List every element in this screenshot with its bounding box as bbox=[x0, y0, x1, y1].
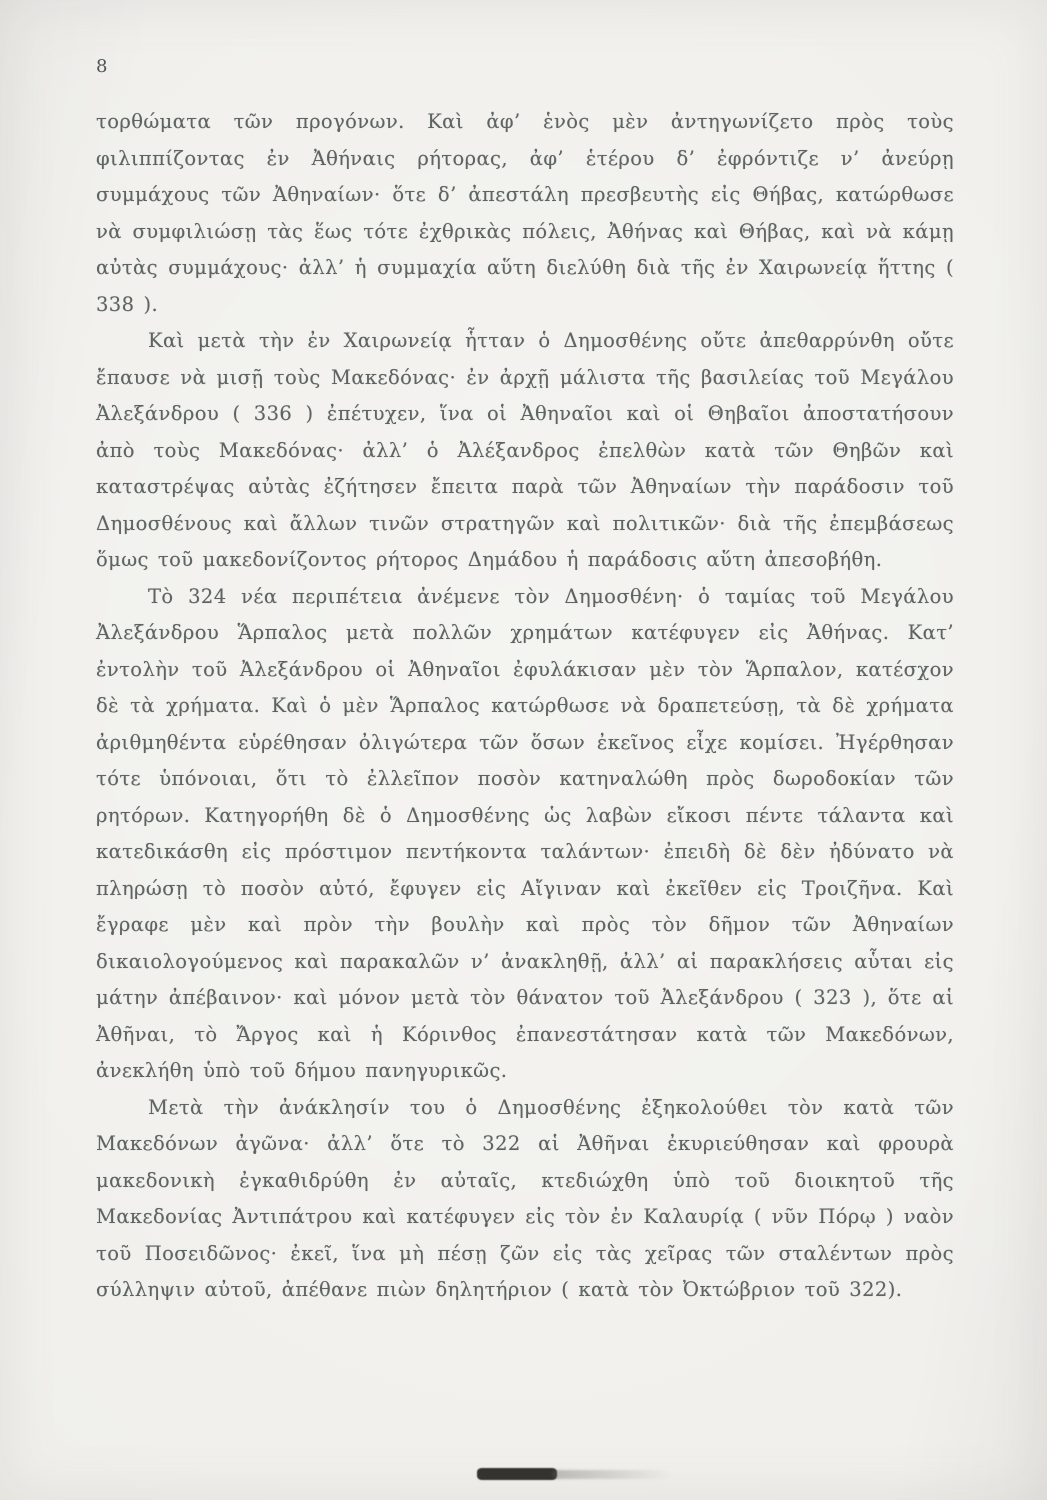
paragraph: Καὶ μετὰ τὴν ἐν Χαιρωνείᾳ ἧτταν ὁ Δημοσθένης οὔτε ἀπεθαρρύνθη οὔτε ἔπαυσε νὰ μισῇ τοὺς Μακεδόνας· ἐν ἀρχῇ μάλιστα τῆς βασιλείας τοῦ Μεγάλου Ἀλεξάνδρου ( 336 ) ἐπέτυχεν, ἵνα οἱ Ἀθηναῖοι καὶ οἱ Θηβαῖοι ἀποστατήσουν ἀπὸ τοὺς Μακεδόνας· ἀλλ’ ὁ Ἀλέξανδρος ἐπελθὼν κατὰ τῶν Θηβῶν καὶ καταστρέψας αὐτὰς ἐζήτησεν ἔπειτα παρὰ τῶν Ἀθηναίων τὴν παράδοσιν τοῦ Δημοσθένους καὶ ἄλλων τινῶν στρατηγῶν καὶ πολιτικῶν· διὰ τῆς ἐπεμβάσεως ὅμως τοῦ μακεδονίζοντος ρήτορος Δημάδου ἡ παράδοσις αὕτη ἀπεσοβήθη. bbox=[96, 329, 954, 571]
text-block bbox=[96, 104, 954, 1309]
paragraph: Μετὰ τὴν ἀνάκλησίν του ὁ Δημοσθένης ἐξηκολούθει τὸν κατὰ τῶν Μακεδόνων ἀγῶνα· ἀλλ’ ὅτε τὸ 322 αἱ Ἀθῆναι ἐκυριεύθησαν καὶ φρουρὰ μακεδονικὴ ἐγκαθιδρύθη ἐν αὐταῖς, κτεδιώχθη ὑπὸ τοῦ διοικητοῦ τῆς Μακεδονίας Ἀντιπάτρου καὶ κατέφυγεν εἰς τὸν ἐν Καλαυρίᾳ ( νῦν Πόρῳ ) ναὸν τοῦ Ποσειδῶνος· ἐκεῖ, ἵνα μὴ πέσῃ ζῶν εἰς τὰς χεῖρας τῶν σταλέντων πρὸς σύλληψιν αὐτοῦ, ἀπέθανε πιὼν δηλητήριον ( κατὰ τὸν Ὀκτώβριον τοῦ 322). bbox=[96, 1095, 954, 1301]
paragraph-continuation: τορθώματα τῶν προγόνων. Καὶ ἀφ’ ἑνὸς μὲν ἀντηγωνίζετο πρὸς τοὺς φιλιππίζοντας ἐν Ἀθήναις ρήτορας, ἀφ’ ἑτέρου δ’ ἐφρόντιζε ν’ ἀνεύρῃ συμμάχους τῶν Ἀθηναίων· ὅτε δ’ ἀπεστάλη πρεσβευτὴς εἰς Θήβας, κατώρθωσε νὰ συμφιλιώσῃ τὰς ἕως τότε ἐχθρικὰς πόλεις, Ἀθήνας καὶ Θήβας, καὶ νὰ κάμῃ αὐτὰς συμμάχους· ἀλλ’ ἡ συμμαχία αὕτη διελύθη διὰ τῆς ἐν Χαιρωνείᾳ ἥττης ( 338 ). bbox=[96, 110, 954, 316]
paragraph: Τὸ 324 νέα περιπέτεια ἀνέμενε τὸν Δημοσθένη· ὁ ταμίας τοῦ Μεγάλου Ἀλεξάνδρου Ἅρπαλος μετὰ πολλῶν χρημάτων κατέφυγεν εἰς Ἀθήνας. Κατ’ ἐντολὴν τοῦ Ἀλεξάνδρου οἱ Ἀθηναῖοι ἐφυλάκισαν μὲν τὸν Ἅρπαλον, κατέσχον δὲ τὰ χρήματα. Καὶ ὁ μὲν Ἅρπαλος κατώρθωσε νὰ δραπετεύσῃ, τὰ δὲ χρήματα ἀριθμηθέντα εὑρέθησαν ὀλιγώτερα τῶν ὅσων ἐκεῖνος εἶχε κομίσει. Ἠγέρθησαν τότε ὑπόνοιαι, ὅτι τὸ ἐλλεῖπον ποσὸν κατηναλώθη πρὸς δωροδοκίαν τῶν ρητόρων. Κατηγορήθη δὲ ὁ Δημοσθένης ὡς λαβὼν εἴκοσι πέντε τάλαντα καὶ κατεδικάσθη εἰς πρόστιμον πεντήκοντα ταλάντων· ἐπειδὴ δὲ δὲν ἠδύνατο νὰ πληρώσῃ τὸ ποσὸν αὐτό, ἔφυγεν εἰς Αἴγιναν καὶ ἐκεῖθεν εἰς Τροιζῆνα. Καὶ ἔγραφε μὲν καὶ πρὸν τὴν βουλὴν καὶ πρὸς τὸν δῆμον τῶν Ἀθηναίων δικαιολογούμενος καὶ παρακαλῶν ν’ ἀνακληθῇ, ἀλλ’ αἱ παρακλήσεις αὗται εἰς μάτην ἀπέβαινον· καὶ μόνον μετὰ τὸν θάνατον τοῦ Ἀλεξάνδρου ( 323 ), ὅτε αἱ Ἀθῆναι, τὸ Ἄργος καὶ ἡ Κόρινθος ἐπανεστάτησαν κατὰ τῶν Μακεδόνων, ἀνεκλήθη ὑπὸ τοῦ δήμου πανηγυρικῶς. bbox=[96, 584, 954, 1082]
scan-artifact-mark bbox=[477, 1468, 557, 1480]
page-number: 8 bbox=[96, 56, 109, 77]
scan-artifact-smudge bbox=[552, 1470, 672, 1479]
